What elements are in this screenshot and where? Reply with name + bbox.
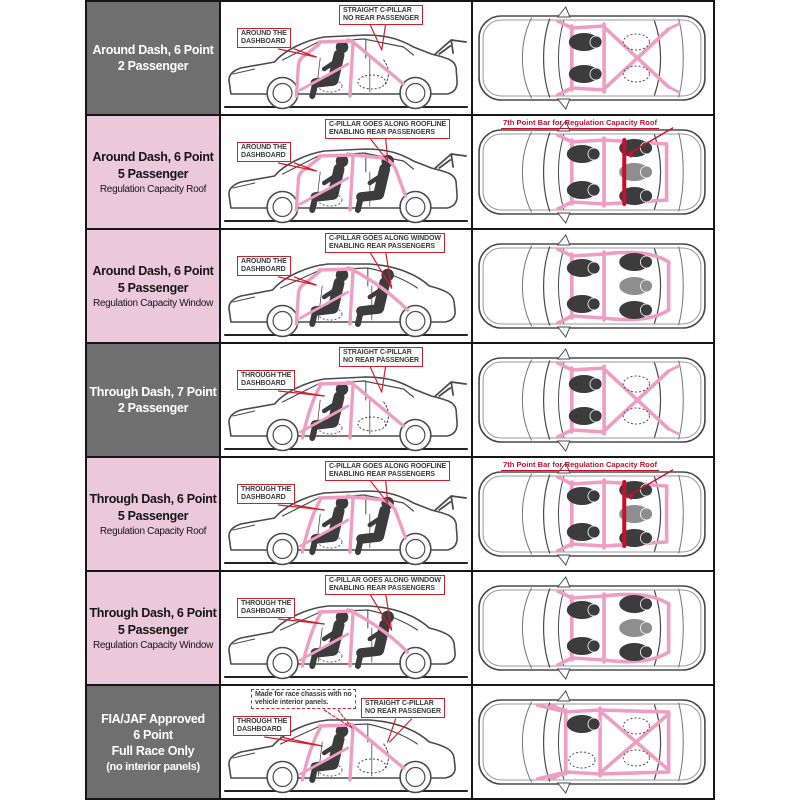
top-view-cell <box>473 458 713 570</box>
top-view-diagram <box>473 458 713 570</box>
config-title-line: 6 Point <box>133 727 173 742</box>
dashboard-callout <box>237 370 295 390</box>
callout-line: AROUND THE <box>241 258 287 265</box>
config-label-cell <box>87 344 221 456</box>
config-title-line: 5 Passenger <box>117 508 189 523</box>
callout-line: C-PILLAR GOES ALONG WINDOW <box>329 577 441 584</box>
callout-line: NO REAR PASSENGER <box>365 708 441 715</box>
side-view-cell <box>221 2 473 114</box>
callout-line: STRAIGHT C-PILLAR <box>343 7 412 14</box>
config-title-line: Around Dash, 6 Point <box>92 42 214 57</box>
top-view-diagram <box>473 572 713 684</box>
callout-line: ENABLING REAR PASSENGERS <box>329 243 435 250</box>
config-subtitle: Regulation Capacity Window <box>92 639 214 651</box>
callout-line: AROUND THE <box>241 144 287 151</box>
c-pillar-callout <box>325 119 450 139</box>
dashboard-callout <box>237 256 291 276</box>
callout-line: AROUND THE <box>241 30 287 37</box>
seventh-point-bar-note: 7th Point Bar for Regulation Capacity Roof <box>503 118 657 127</box>
callout-line: ENABLING REAR PASSENGERS <box>329 585 435 592</box>
callout-line: Made for race chassis with no <box>255 691 352 698</box>
dashboard-callout <box>233 716 291 736</box>
config-title-line: 2 Passenger <box>117 59 189 73</box>
side-view-cell <box>221 686 473 798</box>
config-title-line: 5 Passenger <box>117 280 189 295</box>
side-view-cell <box>221 572 473 684</box>
top-view-diagram <box>473 116 713 228</box>
callout-line: DASHBOARD <box>241 38 286 45</box>
callout-line: ENABLING REAR PASSENGERS <box>329 129 435 136</box>
callout-line: C-PILLAR GOES ALONG ROOFLINE <box>329 121 447 128</box>
callout-line: THROUGH THE <box>237 718 288 725</box>
config-row <box>87 684 713 798</box>
config-row <box>87 228 713 342</box>
callout-line: THROUGH THE <box>241 600 292 607</box>
top-view-diagram <box>473 230 713 342</box>
config-title-line: 5 Passenger <box>117 622 189 637</box>
side-view-cell <box>221 230 473 342</box>
config-row <box>87 2 713 114</box>
top-view-diagram <box>473 344 713 456</box>
config-row <box>87 570 713 684</box>
config-title-line: Around Dash, 6 Point <box>92 264 214 279</box>
top-view-diagram <box>473 686 713 798</box>
callout-line: THROUGH THE <box>241 372 292 379</box>
c-pillar-callout <box>339 347 423 367</box>
config-title-line: Through Dash, 6 Point <box>89 606 217 621</box>
c-pillar-callout <box>325 461 450 481</box>
callout-line: NO REAR PASSENGER <box>343 15 419 22</box>
config-row <box>87 114 713 228</box>
side-view-cell <box>221 344 473 456</box>
config-subtitle: Regulation Capacity Window <box>92 297 214 309</box>
chart-table <box>85 0 715 800</box>
dashboard-callout <box>237 484 295 504</box>
callout-line: THROUGH THE <box>241 486 292 493</box>
top-view-cell <box>473 572 713 684</box>
top-view-cell <box>473 116 713 228</box>
config-label-cell <box>87 686 221 798</box>
callout-line: DASHBOARD <box>241 608 286 615</box>
callout-line: DASHBOARD <box>241 380 286 387</box>
config-subtitle: (no interior panels) <box>106 761 200 774</box>
dashboard-callout <box>237 28 291 48</box>
config-title-line: Full Race Only <box>111 744 195 759</box>
callout-line: vehicle interior panels. <box>255 699 329 706</box>
callout-line: DASHBOARD <box>241 494 286 501</box>
config-title-line: Through Dash, 7 Point <box>89 384 217 399</box>
config-label-cell <box>87 2 221 114</box>
config-label-cell <box>87 116 221 228</box>
callout-line: C-PILLAR GOES ALONG ROOFLINE <box>329 463 447 470</box>
race-note-callout <box>251 689 356 709</box>
top-view-cell <box>473 686 713 798</box>
c-pillar-callout <box>361 698 445 718</box>
config-label-cell <box>87 572 221 684</box>
dashboard-callout <box>237 598 295 618</box>
config-title-line: Through Dash, 6 Point <box>89 492 217 507</box>
config-subtitle: Regulation Capacity Roof <box>99 525 207 537</box>
config-title-line: FIA/JAF Approved <box>101 711 205 726</box>
config-label-cell <box>87 458 221 570</box>
side-view-cell <box>221 116 473 228</box>
side-view-cell <box>221 458 473 570</box>
top-view-cell <box>473 230 713 342</box>
c-pillar-callout <box>325 233 445 253</box>
config-row <box>87 342 713 456</box>
config-title-line: Around Dash, 6 Point <box>92 150 214 165</box>
callout-line: C-PILLAR GOES ALONG WINDOW <box>329 235 441 242</box>
seventh-point-bar-note: 7th Point Bar for Regulation Capacity Roof <box>503 460 657 469</box>
callout-line: NO REAR PASSENGER <box>343 357 419 364</box>
callout-line: STRAIGHT C-PILLAR <box>343 349 412 356</box>
config-title-line: 2 Passenger <box>117 401 189 415</box>
top-view-cell <box>473 344 713 456</box>
config-label-cell <box>87 230 221 342</box>
top-view-diagram <box>473 2 713 114</box>
callout-line: DASHBOARD <box>241 266 286 273</box>
config-title-line: 5 Passenger <box>117 166 189 181</box>
callout-line: STRAIGHT C-PILLAR <box>365 700 434 707</box>
c-pillar-callout <box>339 5 423 25</box>
config-row <box>87 456 713 570</box>
top-view-cell <box>473 2 713 114</box>
callout-line: ENABLING REAR PASSENGERS <box>329 471 435 478</box>
c-pillar-callout <box>325 575 445 595</box>
dashboard-callout <box>237 142 291 162</box>
callout-line: DASHBOARD <box>237 726 282 733</box>
config-subtitle: Regulation Capacity Roof <box>99 183 207 195</box>
callout-line: DASHBOARD <box>241 152 286 159</box>
